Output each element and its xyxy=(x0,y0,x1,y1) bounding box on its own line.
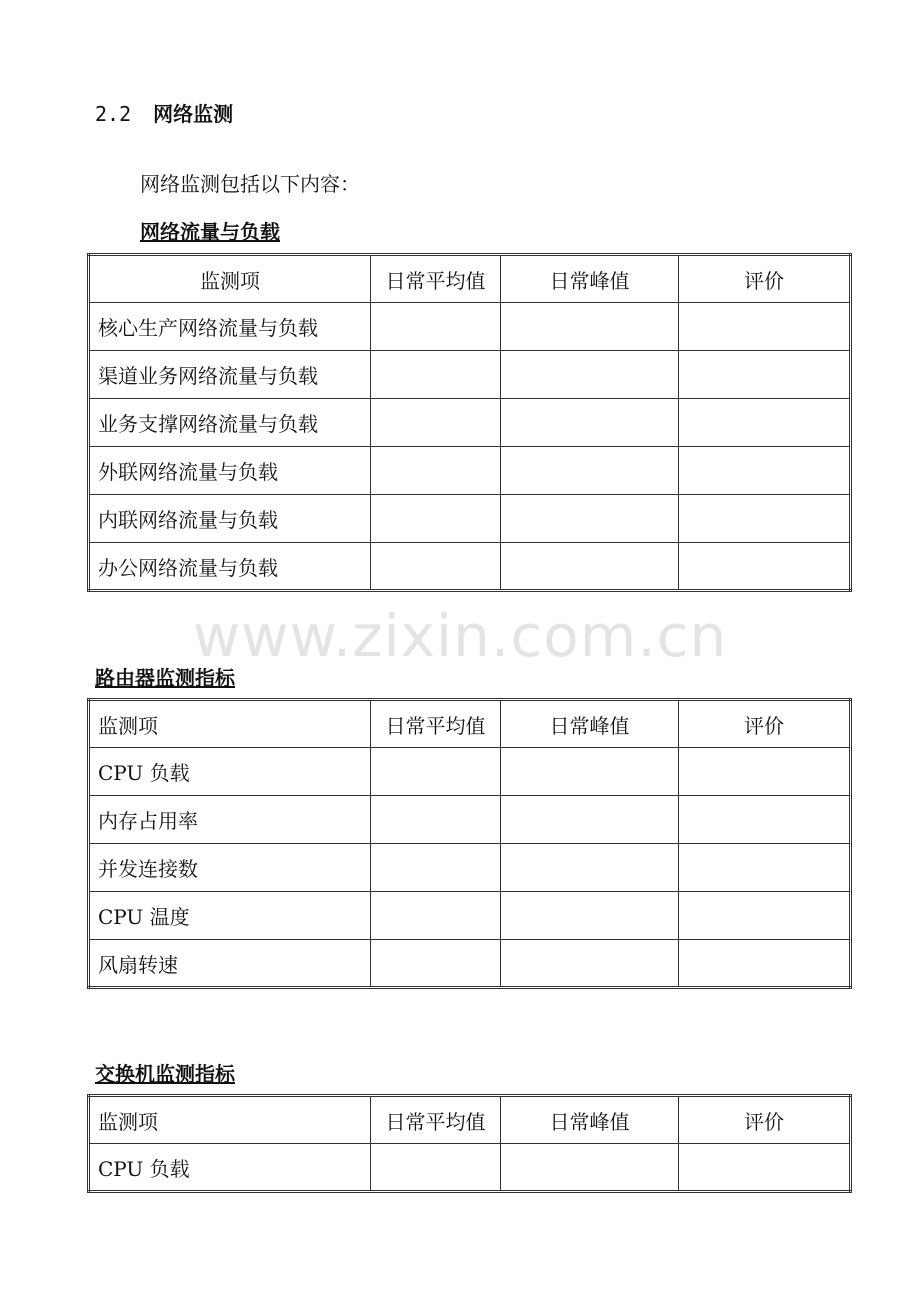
row-label: 办公网络流量与负载 xyxy=(89,543,371,591)
row-label: CPU 温度 xyxy=(89,892,371,940)
rating-cell[interactable] xyxy=(679,844,851,892)
row-label: 业务支撑网络流量与负载 xyxy=(89,399,371,447)
table-title-switch: 交换机监测指标 xyxy=(95,1062,235,1086)
peak-cell[interactable] xyxy=(501,796,679,844)
row-label: 并发连接数 xyxy=(89,844,371,892)
section-number: 2.2 xyxy=(95,102,132,126)
avg-cell[interactable] xyxy=(371,351,501,399)
header-cell: 评价 xyxy=(679,1096,851,1144)
row-label: 内联网络流量与负载 xyxy=(89,495,371,543)
table-row xyxy=(89,351,851,399)
peak-cell[interactable] xyxy=(501,844,679,892)
switch-metrics-table xyxy=(87,1094,852,1193)
table-row xyxy=(89,844,851,892)
avg-cell[interactable] xyxy=(371,543,501,591)
table-row xyxy=(89,892,851,940)
row-label: 内存占用率 xyxy=(89,796,371,844)
header-cell: 日常峰值 xyxy=(501,255,679,303)
router-metrics-table xyxy=(87,698,852,989)
avg-cell[interactable] xyxy=(371,748,501,796)
row-label: 风扇转速 xyxy=(89,940,371,988)
header-cell: 监测项 xyxy=(89,255,371,303)
avg-cell[interactable] xyxy=(371,1144,501,1192)
row-label: 外联网络流量与负载 xyxy=(89,447,371,495)
avg-cell[interactable] xyxy=(371,844,501,892)
table-row xyxy=(89,796,851,844)
avg-cell[interactable] xyxy=(371,399,501,447)
rating-cell[interactable] xyxy=(679,796,851,844)
rating-cell[interactable] xyxy=(679,495,851,543)
row-label: CPU 负载 xyxy=(89,1144,371,1192)
avg-cell[interactable] xyxy=(371,796,501,844)
peak-cell[interactable] xyxy=(501,399,679,447)
peak-cell[interactable] xyxy=(501,447,679,495)
header-cell: 评价 xyxy=(679,255,851,303)
peak-cell[interactable] xyxy=(501,351,679,399)
header-cell: 评价 xyxy=(679,700,851,748)
table-row xyxy=(89,1144,851,1192)
watermark: www.zixin.com.cn xyxy=(192,602,728,670)
peak-cell[interactable] xyxy=(501,940,679,988)
table-title-router: 路由器监测指标 xyxy=(95,666,235,690)
peak-cell[interactable] xyxy=(501,495,679,543)
rating-cell[interactable] xyxy=(679,748,851,796)
section-heading xyxy=(95,98,233,127)
table-row xyxy=(89,543,851,591)
header-cell: 监测项 xyxy=(89,1096,371,1144)
peak-cell[interactable] xyxy=(501,1144,679,1192)
rating-cell[interactable] xyxy=(679,447,851,495)
table-row xyxy=(89,495,851,543)
rating-cell[interactable] xyxy=(679,303,851,351)
table-title-network-traffic: 网络流量与负载 xyxy=(140,220,280,244)
avg-cell[interactable] xyxy=(371,940,501,988)
avg-cell[interactable] xyxy=(371,447,501,495)
peak-cell[interactable] xyxy=(501,892,679,940)
avg-cell[interactable] xyxy=(371,892,501,940)
table-header-row xyxy=(89,1096,851,1144)
header-cell: 监测项 xyxy=(89,700,371,748)
header-cell: 日常峰值 xyxy=(501,700,679,748)
table-header-row xyxy=(89,700,851,748)
rating-cell[interactable] xyxy=(679,892,851,940)
header-cell: 日常平均值 xyxy=(371,255,501,303)
section-title: 网络监测 xyxy=(153,102,234,126)
peak-cell[interactable] xyxy=(501,303,679,351)
rating-cell[interactable] xyxy=(679,1144,851,1192)
table-row xyxy=(89,303,851,351)
avg-cell[interactable] xyxy=(371,495,501,543)
table-header-row xyxy=(89,255,851,303)
table-row xyxy=(89,940,851,988)
rating-cell[interactable] xyxy=(679,543,851,591)
peak-cell[interactable] xyxy=(501,748,679,796)
rating-cell[interactable] xyxy=(679,940,851,988)
rating-cell[interactable] xyxy=(679,351,851,399)
header-cell: 日常平均值 xyxy=(371,700,501,748)
row-label: 核心生产网络流量与负载 xyxy=(89,303,371,351)
table-row xyxy=(89,447,851,495)
header-cell: 日常平均值 xyxy=(371,1096,501,1144)
peak-cell[interactable] xyxy=(501,543,679,591)
header-cell: 日常峰值 xyxy=(501,1096,679,1144)
avg-cell[interactable] xyxy=(371,303,501,351)
intro-paragraph: 网络监测包括以下内容： xyxy=(140,172,360,196)
row-label: 渠道业务网络流量与负载 xyxy=(89,351,371,399)
rating-cell[interactable] xyxy=(679,399,851,447)
table-row xyxy=(89,748,851,796)
row-label: CPU 负载 xyxy=(89,748,371,796)
network-traffic-table xyxy=(87,253,852,592)
table-row xyxy=(89,399,851,447)
